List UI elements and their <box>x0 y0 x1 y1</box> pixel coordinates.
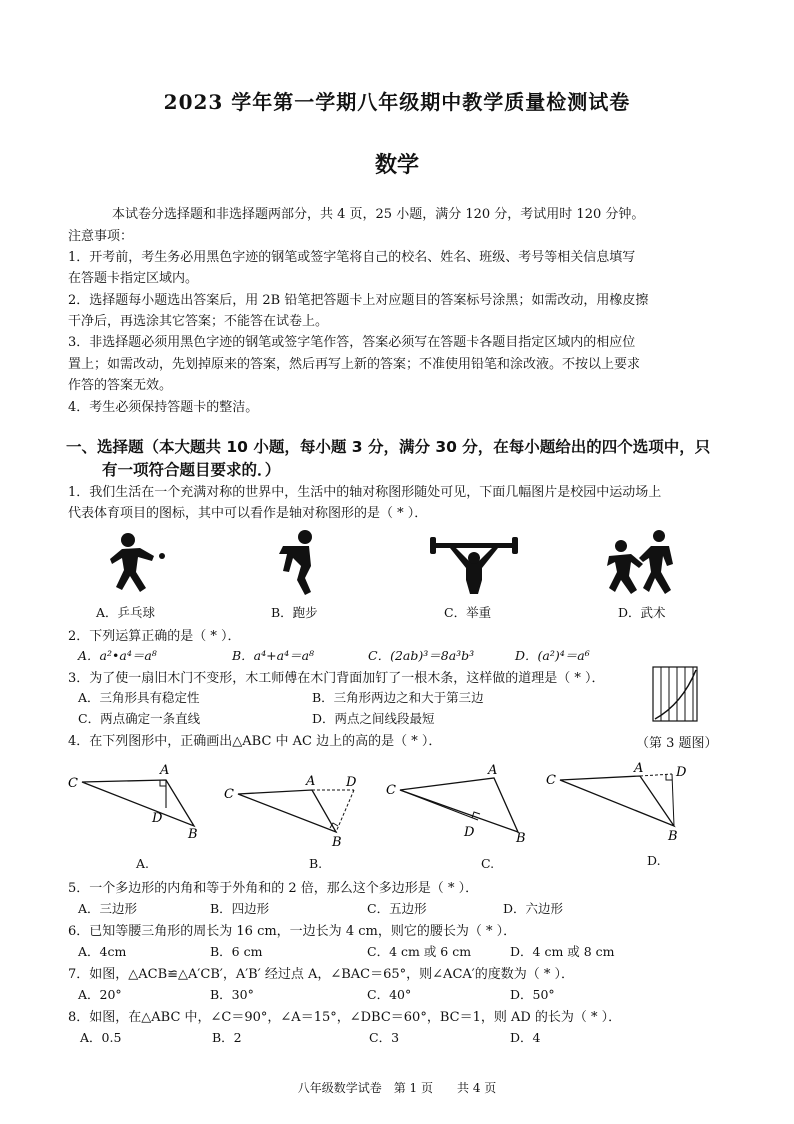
triangle-figure-c <box>384 764 530 844</box>
note-line: 作答的答案无效。 <box>68 378 173 393</box>
q7-option-d: D．50° <box>510 987 555 1002</box>
note-line: 3．非选择题必须用黑色字迹的钢笔或签字笔作答，答案必须写在答题卡各题目指定区域内的相应位 <box>68 335 636 350</box>
note-line: 在答题卡指定区域内。 <box>68 271 199 286</box>
q6-option-a: A．4cm <box>78 944 127 959</box>
question-5-stem: 5．一个多边形的内角和等于外角和的 2 倍，那么这个多边形是（ * ）． <box>68 881 479 896</box>
point-c-label: C <box>546 773 556 788</box>
point-b-label: B <box>668 829 678 844</box>
exam-title: 2023 学年第一学期八年级期中教学质量检测试卷 <box>163 90 631 114</box>
question-1-stem-cont: 代表体育项目的图标，其中可以看作是轴对称图形的是（ * ）． <box>68 506 428 521</box>
q6-option-d: D．4 cm 或 8 cm <box>510 944 615 959</box>
question-6-stem: 6．已知等腰三角形的周长为 16 cm，一边长为 4 cm，则它的腰长为（ * ）． <box>68 924 517 939</box>
question-8-stem: 8．如图，在△ABC 中，∠C＝90°，∠A＝15°，∠DBC＝60°，BC＝1，则 AD 的长为（ * ）． <box>68 1010 622 1025</box>
point-a-label: A <box>160 763 170 778</box>
point-c-label: C <box>386 783 396 798</box>
point-b-label: B <box>332 835 342 850</box>
page-footer: 八年级数学试卷 第 1 页 共 4 页 <box>297 1081 497 1095</box>
table-tennis-icon <box>108 530 168 598</box>
question-7-stem: 7．如图，△ACB≌△A′CB′，A′B′ 经过点 A，∠BAC＝65°，则∠ACA′的度数为（ * ）． <box>68 967 574 982</box>
q6-option-b: B．6 cm <box>210 944 263 959</box>
q2-option-d: D．(a²)⁴＝a⁶ <box>515 648 590 663</box>
q4-option-c: C. <box>481 856 495 871</box>
q4-option-a: A. <box>136 856 150 871</box>
q7-option-a: A．20° <box>78 987 122 1002</box>
notice-heading: 注意事项： <box>68 229 134 244</box>
q2-option-c: C．(2ab)³＝8a³b³ <box>368 648 475 663</box>
point-b-label: B <box>516 831 526 844</box>
running-icon <box>275 528 325 598</box>
q3-option-b: B．三角形两边之和大于第三边 <box>312 690 484 705</box>
note-line: 置上；如需改动，先划掉原来的答案，然后再写上新的答案；不准使用铅笔和涂改液。不按以上要求 <box>68 357 641 372</box>
q5-option-c: C．五边形 <box>367 901 427 916</box>
q1-option-a: A．乒乓球 <box>96 605 156 620</box>
note-line: 干净后，再选涂其它答案；不能答在试卷上。 <box>68 314 329 329</box>
point-d-label: D <box>152 811 163 826</box>
point-d-label: D <box>464 825 475 840</box>
point-a-label: A <box>306 774 316 789</box>
note-line: 4．考生必须保持答题卡的整洁。 <box>68 400 259 415</box>
q5-option-d: D．六边形 <box>503 901 564 916</box>
question-2-stem: 2．下列运算正确的是（ * ）． <box>68 629 241 644</box>
q6-option-c: C．4 cm 或 6 cm <box>367 944 472 959</box>
question-3-stem: 3．为了使一扇旧木门不变形，木工师傅在木门背面加钉了一根木条，这样做的道理是（ * ）． <box>68 671 605 686</box>
point-a-label: A <box>634 761 644 776</box>
intro-text: 本试卷分选择题和非选择题两部分，共 4 页，25 小题，满分 120 分，考试用时 120 分钟。 <box>112 207 645 222</box>
subject-title: 数学 <box>374 152 419 178</box>
question-1-stem: 1．我们生活在一个充满对称的世界中，生活中的轴对称图形随处可见，下面几幅图片是校园中运动场上 <box>68 485 662 500</box>
q7-option-c: C．40° <box>367 987 412 1002</box>
weightlifting-icon <box>428 536 520 596</box>
triangle-figure-b <box>222 760 368 850</box>
point-b-label: B <box>188 827 198 840</box>
section-heading: 一、选择题（本大题共 10 小题，每小题 3 分，满分 30 分，在每小题给出的四个选项中，只 <box>66 438 711 456</box>
q8-option-a: A．0.5 <box>80 1030 122 1045</box>
question-4-stem: 4．在下列图形中，正确画出△ABC 中 AC 边上的高的是（ * ）． <box>68 734 442 749</box>
q1-option-d: D．武术 <box>618 605 666 620</box>
q2-option-b: B．a⁴+a⁴＝a⁸ <box>232 648 315 663</box>
q4-option-d: D. <box>647 853 661 868</box>
section-heading-cont: 有一项符合题目要求的．） <box>102 461 281 479</box>
q5-option-b: B．四边形 <box>210 901 270 916</box>
note-line: 2．选择题每小题选出答案后，用 2B 铅笔把答题卡上对应题目的答案标号涂黑；如需改动，用橡皮擦 <box>68 293 649 308</box>
q1-option-c: C．举重 <box>444 605 492 620</box>
point-d-label: D <box>346 775 357 790</box>
point-d-label: D <box>676 765 687 780</box>
point-a-label: A <box>488 764 498 778</box>
q8-option-b: B．2 <box>212 1030 242 1045</box>
note-line: 1．开考前，考生务必用黑色字迹的钢笔或签字笔将自己的校名、姓名、班级、考号等相关信息填写 <box>68 250 636 265</box>
q7-option-b: B．30° <box>210 987 254 1002</box>
q3-option-d: D．两点之间线段最短 <box>312 711 435 726</box>
martial-arts-icon <box>603 528 681 598</box>
point-c-label: C <box>68 776 78 791</box>
q8-option-d: D．4 <box>510 1030 541 1045</box>
triangle-figure-d <box>544 760 694 844</box>
wooden-door-figure <box>652 666 698 722</box>
triangle-figure-a <box>64 760 210 840</box>
q5-option-a: A．三边形 <box>78 901 138 916</box>
q2-option-a: A．a²•a⁴＝a⁸ <box>78 648 157 663</box>
q3-option-a: A．三角形具有稳定性 <box>78 690 200 705</box>
q8-option-c: C．3 <box>369 1030 400 1045</box>
point-c-label: C <box>224 787 234 802</box>
q4-option-b: B. <box>309 856 323 871</box>
figure-3-caption: （第 3 题图） <box>636 736 718 751</box>
q1-option-b: B．跑步 <box>271 605 318 620</box>
q3-option-c: C．两点确定一条直线 <box>78 711 201 726</box>
